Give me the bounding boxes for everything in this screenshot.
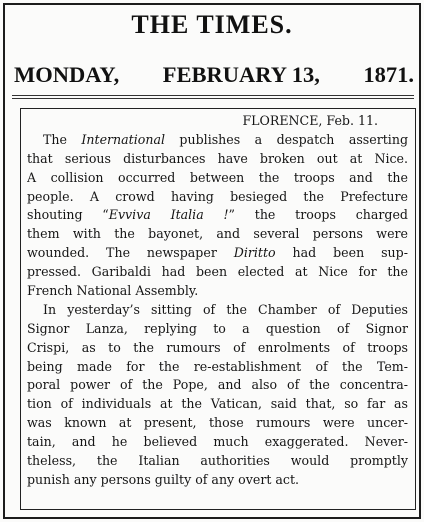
article-line [27,433,408,452]
line-text: A collision occurred between the troops and the [27,169,408,185]
newspaper-masthead: THE TIMES. [131,10,293,39]
issue-dateline [14,62,414,88]
issue-year: 1871. [363,62,414,87]
line-text: poral power of the Pope, and also of the concentra- [27,377,408,393]
line-text: was known at present, those rumours were uncer- [27,415,408,431]
italic-text: Diritto [233,245,276,261]
line-text: people. A crowd having besieged the Prefecture [27,188,408,204]
article-line [27,206,408,225]
article-line [27,225,408,244]
line-text: had been sup- [275,245,408,261]
line-text: The [43,131,82,147]
line-text: ” the troops charged [228,207,408,223]
article-line [27,339,408,358]
line-text: Crispi, as to the rumours of enrolments of troops [27,339,408,355]
article-line [27,150,408,169]
issue-date: FEBRUARY 13, [162,62,320,87]
line-text: In yesterday’s sitting of the Chamber of Deputies [43,301,408,317]
article-dateline: FLORENCE, Feb. 11. [242,113,378,128]
article-line [27,452,408,471]
article-line [27,263,408,282]
line-text: publishes a despatch asserting [164,131,408,147]
article-body [27,112,408,490]
article-line [27,376,408,395]
issue-day: MONDAY, [14,62,120,87]
line-text: theless, the Italian authorities would promptly [27,453,408,469]
line-text: tain, and he believed much exaggerated. Never- [27,434,408,450]
line-text: Signor Lanza, replying to a question of Signor [27,320,408,336]
article-line [27,395,408,414]
line-text: tion of individuals at the Vatican, said that, so far as [27,396,408,412]
article-line [27,320,408,339]
line-text: being made for the re-establishment of the Tem- [27,358,408,374]
article-line [27,131,408,150]
line-text: French National Assembly. [27,283,199,299]
article-line [27,414,408,433]
line-text: shouting “ [27,207,109,223]
article-line [27,169,408,188]
article-line [27,282,408,301]
line-text: that serious disturbances have broken out at Nice. [27,150,408,166]
italic-text: International [81,131,165,147]
line-text: punish any persons guilty of any overt act. [27,471,300,487]
article-line [27,188,408,207]
article-lines [27,131,408,490]
line-text: pressed. Garibaldi had been elected at Nice for the [27,264,408,280]
article-line [27,301,408,320]
italic-text: Evviva Italia ! [108,207,229,223]
article-line [27,358,408,377]
article-line [27,471,408,490]
article-line [27,244,408,263]
line-text: them with the bayonet, and several persons were [27,226,408,242]
double-rule-divider [12,95,414,99]
line-text: wounded. The newspaper [27,245,234,261]
